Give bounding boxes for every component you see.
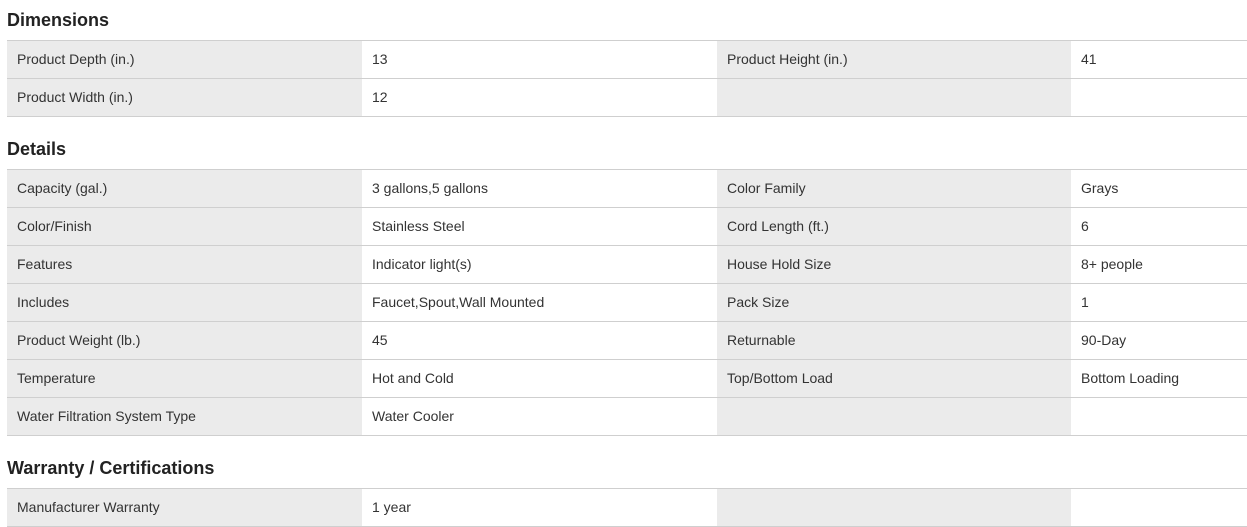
spec-label: Manufacturer Warranty — [7, 489, 362, 526]
spec-label: Cord Length (ft.) — [717, 208, 1071, 245]
spec-label: Product Width (in.) — [7, 79, 362, 116]
spec-label: Product Weight (lb.) — [7, 322, 362, 359]
spec-value — [1071, 398, 1247, 435]
spec-value: Stainless Steel — [362, 208, 717, 245]
spec-label: Returnable — [717, 322, 1071, 359]
spec-value: Hot and Cold — [362, 360, 717, 397]
spec-label: Color Family — [717, 170, 1071, 207]
table-row — [7, 398, 1247, 436]
spec-value: Faucet,Spout,Wall Mounted — [362, 284, 717, 321]
spec-value: 45 — [362, 322, 717, 359]
table-row — [7, 41, 1247, 79]
spec-value: 1 year — [362, 489, 717, 526]
spec-value: Indicator light(s) — [362, 246, 717, 283]
spec-table — [7, 488, 1247, 527]
spec-table — [7, 169, 1247, 436]
spec-value: 6 — [1071, 208, 1247, 245]
spec-label: Product Depth (in.) — [7, 41, 362, 78]
spec-label — [717, 489, 1071, 526]
table-row — [7, 170, 1247, 208]
spec-value: Bottom Loading — [1071, 360, 1247, 397]
spec-label — [717, 79, 1071, 116]
spec-value: Water Cooler — [362, 398, 717, 435]
table-row — [7, 208, 1247, 246]
table-row — [7, 489, 1247, 527]
spec-value: 3 gallons,5 gallons — [362, 170, 717, 207]
table-row — [7, 284, 1247, 322]
spec-value: 90-Day — [1071, 322, 1247, 359]
spec-label — [717, 398, 1071, 435]
spec-label: House Hold Size — [717, 246, 1071, 283]
spec-label: Features — [7, 246, 362, 283]
spec-value: 1 — [1071, 284, 1247, 321]
spec-label: Product Height (in.) — [717, 41, 1071, 78]
spec-value: Grays — [1071, 170, 1247, 207]
spec-label: Pack Size — [717, 284, 1071, 321]
spec-value — [1071, 79, 1247, 116]
spec-label: Water Filtration System Type — [7, 398, 362, 435]
spec-label: Includes — [7, 284, 362, 321]
table-row — [7, 79, 1247, 117]
spec-label: Top/Bottom Load — [717, 360, 1071, 397]
section-title: Details — [7, 139, 67, 159]
spec-value: 12 — [362, 79, 717, 116]
spec-value: 41 — [1071, 41, 1247, 78]
section-title: Dimensions — [7, 10, 110, 30]
spec-label: Capacity (gal.) — [7, 170, 362, 207]
table-row — [7, 246, 1247, 284]
section-title: Warranty / Certifications — [7, 458, 215, 478]
spec-value: 8+ people — [1071, 246, 1247, 283]
spec-table — [7, 40, 1247, 117]
table-row — [7, 322, 1247, 360]
table-row — [7, 360, 1247, 398]
spec-label: Color/Finish — [7, 208, 362, 245]
spec-value — [1071, 489, 1247, 526]
spec-label: Temperature — [7, 360, 362, 397]
spec-value: 13 — [362, 41, 717, 78]
